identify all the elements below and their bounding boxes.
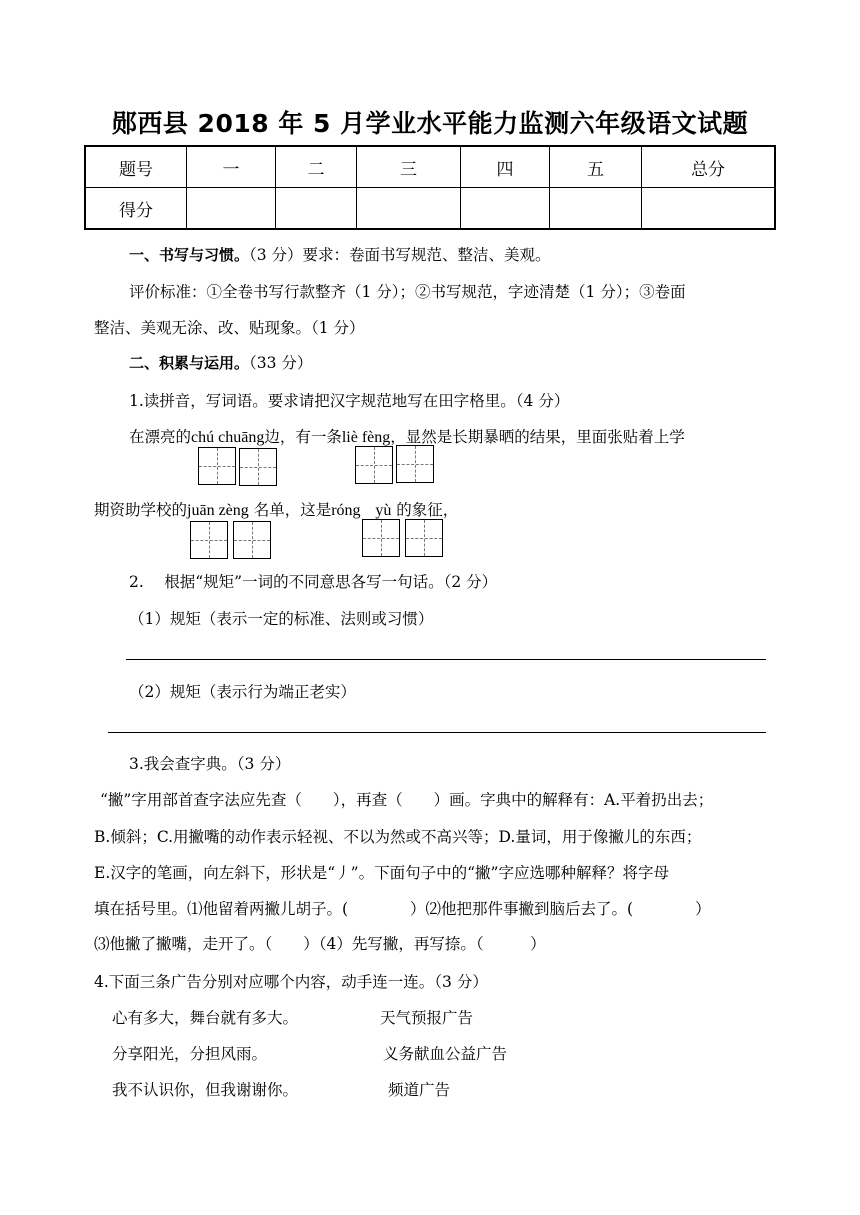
page-title: 郧西县 2018 年 5 月学业水平能力监测六年级语文试题	[111, 109, 749, 138]
q3-line3: E.汉字的笔画，向左斜下，形状是“丿”。下面句子中的“撇”字应选哪种解释？将字母	[94, 864, 669, 882]
section1-line	[129, 243, 551, 265]
writing-grid[interactable]	[396, 445, 434, 483]
score-cell[interactable]	[642, 188, 776, 230]
table-cell: 五	[550, 146, 642, 188]
answer-line[interactable]	[126, 659, 766, 660]
q3-line2: B.倾斜；C.用撇嘴的动作表示轻视、不以为然或不高兴等；D.量词，用于像撇儿的东西；	[94, 828, 702, 846]
score-cell[interactable]	[357, 188, 461, 230]
q1-line1	[129, 425, 685, 447]
table-row	[85, 188, 775, 230]
ad-category[interactable]: 天气预报广告	[380, 1009, 474, 1027]
section1-rest: （3 分）要求：卷面书写规范、整洁、美观。	[249, 246, 551, 264]
q1-text: 名单，这是	[253, 501, 332, 519]
section2-rest: （33 分）	[249, 354, 313, 372]
table-cell: 四	[461, 146, 550, 188]
table-row	[85, 146, 775, 188]
table-cell: 得分	[85, 188, 187, 230]
pinyin: liè fèng	[341, 429, 391, 446]
section1-criteria-1: 评价标准：①全卷书写行款整齐（1 分）；②书写规范，字迹清楚（1 分）；③卷面	[129, 283, 686, 301]
q3-line4: 填在括号里。⑴他留着两撇儿胡子。( ）⑵他把那件事撇到脑后去了。( ）	[94, 900, 711, 918]
section1-criteria-2: 整洁、美观无涂、改、贴现象。（1 分）	[94, 319, 365, 337]
writing-grid[interactable]	[355, 446, 393, 484]
q2-sub1: （1）规矩（表示一定的标准、法则或习惯）	[129, 610, 434, 628]
pinyin: yù	[375, 502, 392, 519]
q2-prompt: 2. 根据“规矩”一词的不同意思各写一句话。（2 分）	[129, 573, 498, 591]
q1-text: 边，有一条	[264, 428, 342, 446]
q1-text: 在漂亮的	[129, 428, 192, 446]
section2-heading: 二、积累与运用。	[129, 354, 250, 372]
q1-prompt: 1.读拼音，写词语。要求请把汉字规范地写在田字格里。（4 分）	[129, 392, 570, 410]
score-table	[84, 145, 776, 230]
writing-grid[interactable]	[239, 448, 277, 486]
ad-slogan[interactable]: 心有多大，舞台就有多大。	[112, 1009, 299, 1027]
score-cell[interactable]	[550, 188, 642, 230]
ad-slogan[interactable]: 我不认识你，但我谢谢你。	[112, 1081, 299, 1099]
ad-category[interactable]: 频道广告	[388, 1081, 451, 1099]
pinyin: chú chuāng	[191, 429, 265, 446]
writing-grid[interactable]	[362, 519, 400, 557]
table-cell: 二	[276, 146, 357, 188]
score-cell[interactable]	[276, 188, 357, 230]
section2-line	[129, 351, 312, 373]
q3-prompt: 3.我会查字典。（3 分）	[129, 755, 291, 773]
pinyin: róng	[331, 502, 361, 519]
q3-line5: ⑶他撇了撇嘴，走开了。（ ）（4）先写撇，再写捺。（ ）	[94, 935, 546, 953]
ad-category[interactable]: 义务献血公益广告	[383, 1045, 508, 1063]
table-cell: 三	[357, 146, 461, 188]
q3-line1: “撇”字用部首查字法应先查（ ），再查（ ）画。字典中的解释有：A.平着扔出去；	[100, 791, 714, 809]
q1-line2	[94, 498, 458, 520]
table-cell: 题号	[85, 146, 187, 188]
writing-grid[interactable]	[198, 447, 236, 485]
q1-text: 的象征，	[396, 501, 459, 519]
ad-slogan[interactable]: 分享阳光，分担风雨。	[112, 1045, 268, 1063]
writing-grid[interactable]	[405, 519, 443, 557]
table-cell: 总分	[642, 146, 776, 188]
pinyin: juān zèng	[187, 502, 249, 519]
score-cell[interactable]	[187, 188, 276, 230]
writing-grid[interactable]	[190, 521, 228, 559]
writing-grid[interactable]	[233, 521, 271, 559]
q2-sub2: （2）规矩（表示行为端正老实）	[129, 683, 356, 701]
score-cell[interactable]	[461, 188, 550, 230]
section1-heading: 一、书写与习惯。	[129, 246, 250, 264]
table-cell: 一	[187, 146, 276, 188]
answer-line[interactable]	[108, 732, 766, 733]
q1-text: 期资助学校的	[94, 501, 188, 519]
q4-prompt: 4.下面三条广告分别对应哪个内容，动手连一连。（3 分）	[94, 973, 488, 991]
q1-text: ，显然是长期暴晒的结果，里面张贴着上学	[390, 428, 685, 446]
